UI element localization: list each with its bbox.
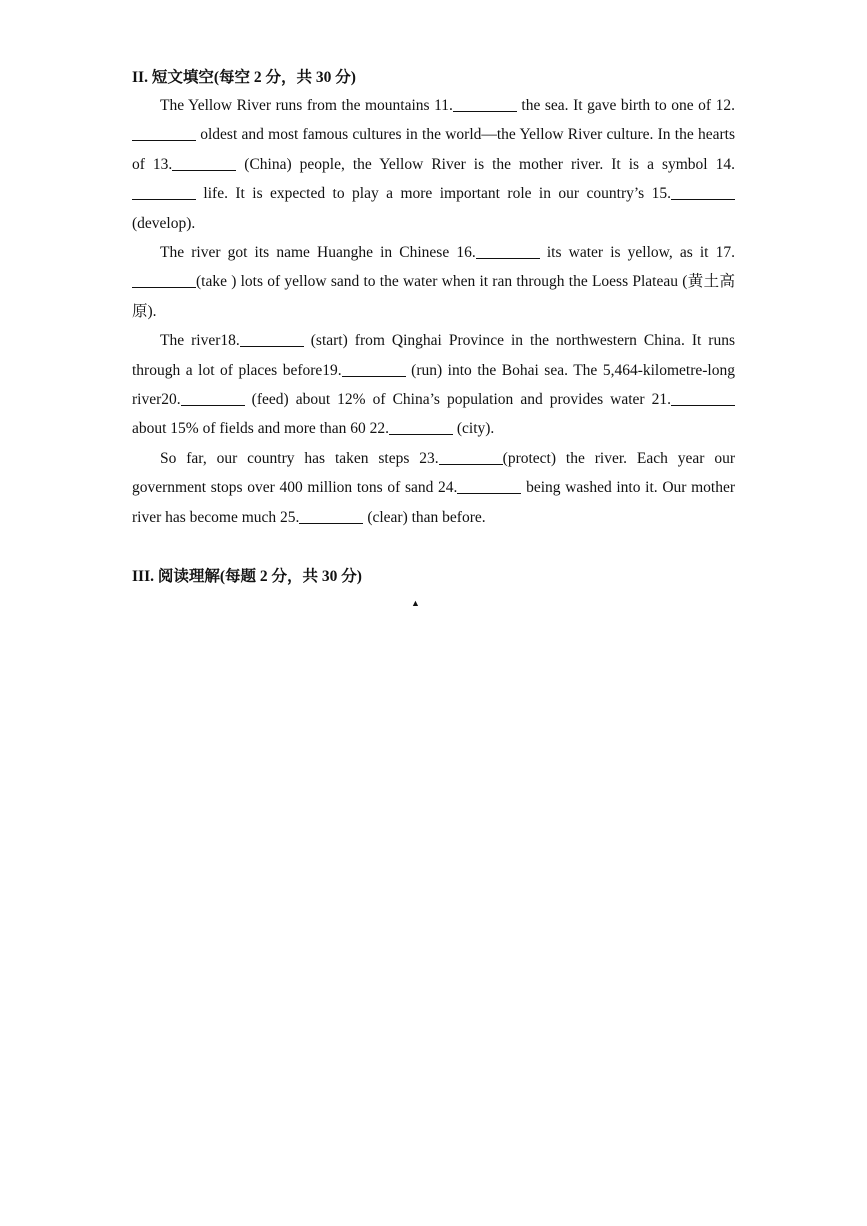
answer-blank[interactable] [181, 390, 245, 407]
passage-text: (city). [452, 420, 495, 438]
passage-paragraph [132, 91, 735, 238]
answer-blank[interactable] [342, 360, 406, 377]
answer-blank[interactable] [453, 96, 517, 113]
answer-blank[interactable] [132, 184, 196, 201]
cloze-passage [132, 91, 735, 532]
answer-blank[interactable] [172, 154, 236, 171]
answer-blank[interactable] [439, 448, 503, 465]
passage-text: (take ) lots of yellow sand to the water when it ran through the Loess Plateau (黄土高原). [132, 273, 735, 320]
passage-text: (feed) about 12% of China’s population and provides water 21. [244, 391, 671, 409]
answer-blank[interactable] [671, 184, 735, 201]
passage-text: its water is yellow, as it 17. [539, 244, 735, 262]
passage-text: being washed into it. Our mother river has become much 25. [132, 479, 736, 526]
passage-text: about 15% of fields and more than 60 22. [132, 420, 389, 438]
passage-text: (China) people, the Yellow River is the mother river. It is a symbol 14. [236, 155, 735, 173]
passage-paragraph [132, 444, 735, 532]
answer-blank[interactable] [132, 125, 196, 142]
answer-blank[interactable] [132, 272, 196, 289]
answer-blank[interactable] [389, 419, 453, 436]
passage-paragraph [132, 326, 735, 444]
answer-blank[interactable] [671, 390, 735, 407]
passage-text: (run) into the Bohai sea. The 5,464-kilometre-long river20. [132, 361, 735, 409]
passage-paragraph [132, 238, 735, 326]
answer-blank[interactable] [476, 243, 540, 260]
passage-text: oldest and most famous cultures in the world—the Yellow River culture. In the hearts of 13. [132, 126, 735, 173]
passage-text: The river got its name Huanghe in Chinese 16. [160, 244, 476, 262]
answer-blank[interactable] [457, 478, 521, 495]
section-3-heading: III. 阅读理解(每题 2 分，共 30 分) [132, 568, 362, 585]
passage-text: The Yellow River runs from the mountains 11. [160, 97, 453, 114]
passage-text: the sea. It gave birth to one of 12. [516, 97, 735, 114]
passage-text: The river18. [160, 332, 240, 350]
answer-blank[interactable] [299, 507, 363, 524]
section-2-heading: II. 短文填空(每空 2 分，共 30 分) [132, 69, 356, 86]
passage-text: (protect) the river. Each year our government stops over 400 million tons of sand 24. [132, 449, 735, 497]
answer-blank[interactable] [240, 331, 304, 348]
stray-mark: ▲ [411, 598, 420, 608]
passage-text: (clear) than before. [363, 508, 486, 526]
passage-text: So far, our country has taken steps 23. [160, 449, 439, 467]
passage-text: life. It is expected to play a more important role in our country’s 15. [196, 185, 671, 203]
passage-text: (develop). [132, 214, 196, 232]
passage-text: (start) from Qinghai Province in the northwestern China. It runs through a lot of places before19. [132, 332, 735, 379]
